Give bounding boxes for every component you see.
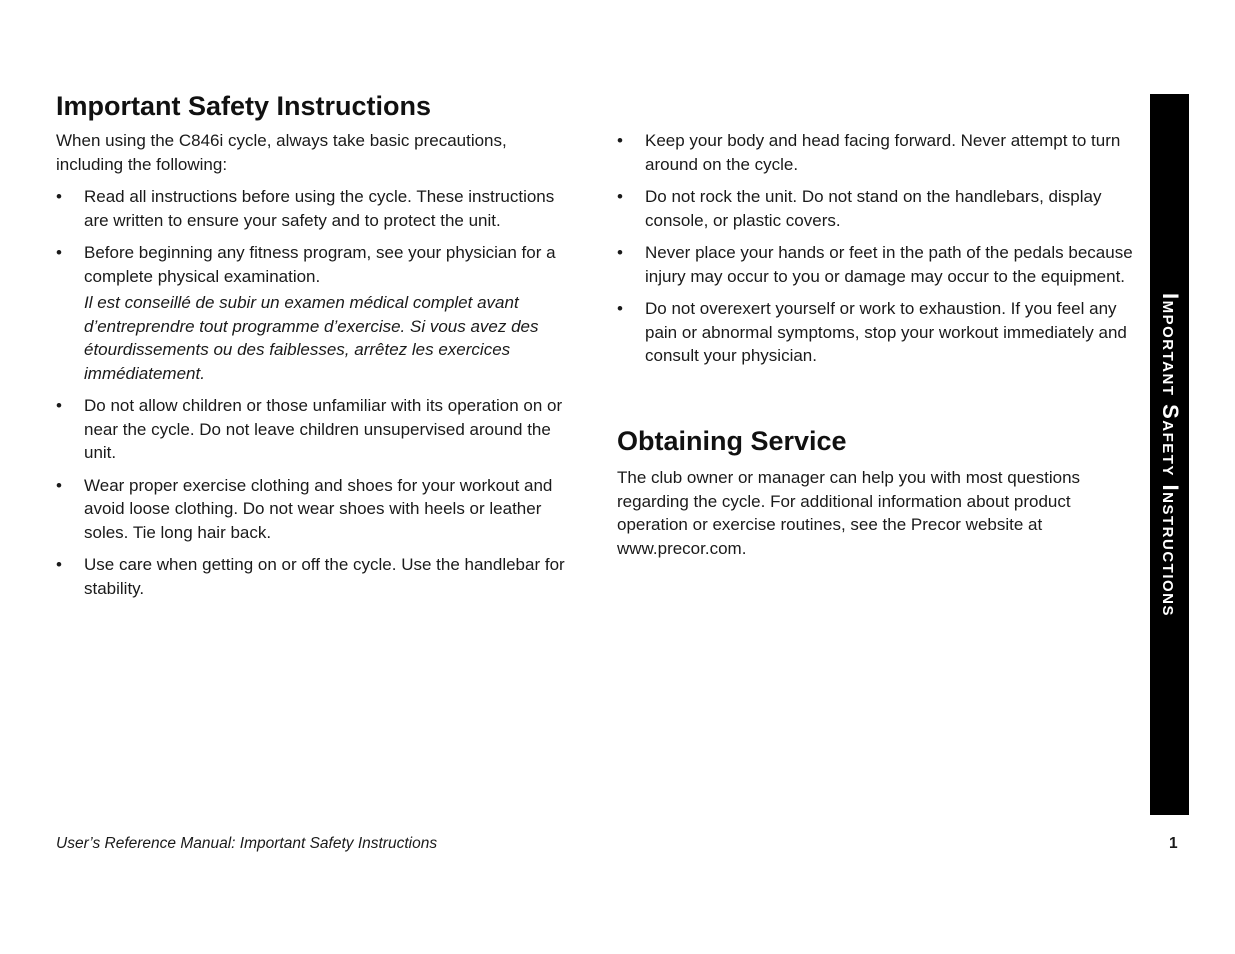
- bullet-icon: •: [56, 555, 62, 574]
- bullet-icon: •: [617, 299, 623, 318]
- section-title-service: Obtaining Service: [617, 426, 847, 456]
- service-text: The club owner or manager can help you with most questions regarding the cycle. For additional information about product operation or exercise routines, see the Precor website at www.precor.com.: [617, 468, 1081, 558]
- intro-text: When using the C846i cycle, always take basic precautions, including the following:: [56, 131, 507, 174]
- list-item: • Before beginning any fitness program, see your physician for a complete physical examination. Il est conseillé de subir un examen médical complet avant d’entreprendre tout programme d’exercise. Si vous avez des étourdissements ou des faiblesses, arrêtez les exercices immédiatement.: [56, 241, 576, 385]
- safety-list-left: [56, 185, 576, 609]
- bullet-icon: •: [56, 187, 62, 206]
- safety-list-right: [617, 129, 1135, 377]
- bullet-icon: •: [56, 475, 62, 495]
- bullet-icon: •: [56, 243, 62, 262]
- bullet-icon: •: [617, 187, 623, 206]
- french-note: Il est conseillé de subir un examen médical complet avant d’entreprendre tout programme d’exercise. Si vous avez des étourdissements ou des faiblesses, arrêtez les exercices immédiatement.: [84, 293, 539, 383]
- bullet-icon: •: [56, 396, 62, 415]
- list-item: • Wear proper exercise clothing and shoes for your workout and avoid loose clothing. Do not wear shoes with heels or leather soles. Tie long hair back.: [56, 475, 553, 542]
- page-number: 1: [1169, 835, 1178, 852]
- bullet-icon: •: [617, 131, 623, 150]
- list-item: • Do not allow children or those unfamiliar with its operation on or near the cycle. Do not leave children unsupervised around the unit.: [56, 396, 563, 462]
- list-item: • Never place your hands or feet in the path of the pedals because injury may occur to you or damage may occur to the equipment.: [617, 243, 1133, 286]
- list-item: • Use care when getting on or off the cycle. Use the handlebar for stability.: [56, 555, 565, 598]
- side-tab: [1150, 94, 1189, 815]
- footer-title: User’s Reference Manual: Important Safety Instructions: [56, 835, 438, 852]
- section-title-safety: Important Safety Instructions: [56, 91, 432, 121]
- list-item: • Keep your body and head facing forward. Never attempt to turn around on the cycle.: [617, 131, 1121, 174]
- list-item: • Do not overexert yourself or work to exhaustion. If you feel any pain or abnormal symptoms, stop your workout immediately and consult your physician.: [617, 299, 1127, 365]
- side-tab-label: Important Safety Instructions: [1157, 292, 1183, 617]
- list-item: • Read all instructions before using the cycle. These instructions are written to ensure your safety and to protect the unit.: [56, 187, 555, 230]
- list-item: • Do not rock the unit. Do not stand on the handlebars, display console, or plastic covers.: [617, 187, 1102, 230]
- bullet-icon: •: [617, 243, 623, 262]
